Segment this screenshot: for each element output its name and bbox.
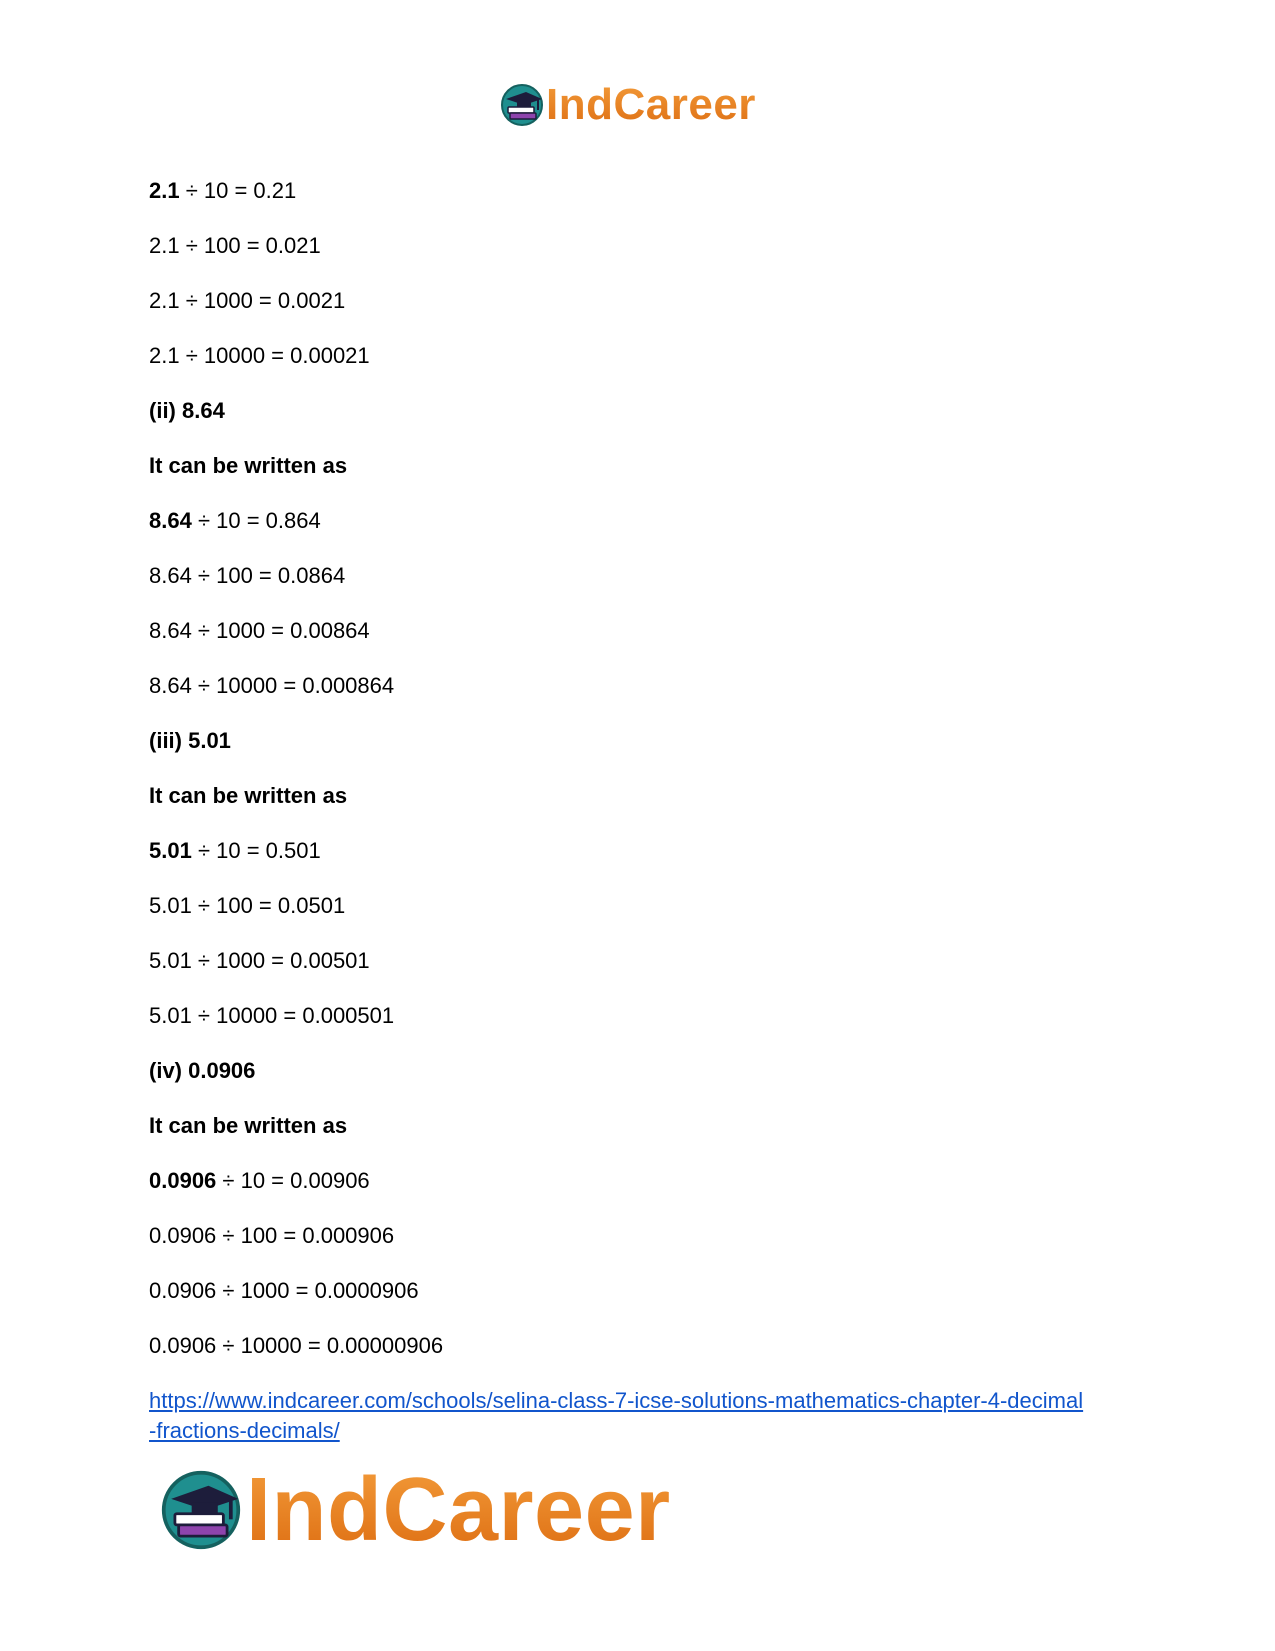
solution-line-text: 0.0906 ÷ 1000 = 0.0000906	[149, 1278, 419, 1303]
solution-line	[149, 723, 1149, 778]
solution-line-text: 5.01 ÷ 100 = 0.0501	[149, 893, 346, 918]
solution-line	[149, 1218, 1149, 1273]
solution-body	[149, 173, 1149, 1383]
solution-line-text: ÷ 10 = 0.21	[179, 178, 297, 203]
solution-line	[149, 393, 1149, 448]
solution-line-bold: It can be written as	[149, 453, 348, 478]
solution-line	[149, 1108, 1149, 1163]
solution-line-text: 0.0906 ÷ 10000 = 0.00000906	[149, 1333, 444, 1358]
solution-line	[149, 1163, 1149, 1218]
solution-line	[149, 558, 1149, 613]
solution-line-bold: 8.64	[149, 508, 192, 533]
solution-line	[149, 833, 1149, 888]
solution-line-text: 5.01 ÷ 1000 = 0.00501	[149, 948, 370, 973]
solution-line-text: 2.1 ÷ 100 = 0.021	[149, 233, 321, 258]
solution-line	[149, 613, 1149, 668]
solution-line-bold: 5.01	[149, 838, 192, 863]
solution-line-bold: (ii) 8.64	[149, 398, 225, 423]
source-link-line-2: -fractions-decimals/	[149, 1418, 340, 1443]
solution-line-text: 2.1 ÷ 10000 = 0.00021	[149, 343, 370, 368]
solution-line	[149, 998, 1149, 1053]
solution-line-text: 5.01 ÷ 10000 = 0.000501	[149, 1003, 395, 1028]
solution-line-text: ÷ 10 = 0.864	[191, 508, 321, 533]
solution-line-text: 8.64 ÷ 100 = 0.0864	[149, 563, 346, 588]
solution-line	[149, 943, 1149, 998]
solution-line-bold: (iv) 0.0906	[149, 1058, 256, 1083]
source-link-block	[149, 1386, 1149, 1446]
graduation-book-icon	[160, 1469, 242, 1551]
footer-logo	[160, 1460, 671, 1560]
solution-line	[149, 173, 1149, 228]
source-link[interactable]	[149, 1388, 1083, 1443]
solution-line-bold: 0.0906	[149, 1168, 217, 1193]
brand-wordmark-large: IndCareer	[246, 1460, 671, 1560]
solution-line-text: 2.1 ÷ 1000 = 0.0021	[149, 288, 346, 313]
solution-line-text: 0.0906 ÷ 100 = 0.000906	[149, 1223, 395, 1248]
solution-line	[149, 503, 1149, 558]
solution-line	[149, 668, 1149, 723]
solution-line	[149, 338, 1149, 393]
solution-line	[149, 1328, 1149, 1383]
solution-line-bold: (iii) 5.01	[149, 728, 231, 753]
solution-line	[149, 778, 1149, 833]
header-logo	[500, 80, 756, 130]
solution-line-bold: It can be written as	[149, 783, 348, 808]
solution-line	[149, 888, 1149, 943]
solution-line-text: ÷ 10 = 0.501	[191, 838, 321, 863]
solution-line	[149, 1273, 1149, 1328]
solution-line	[149, 448, 1149, 503]
solution-line-text: ÷ 10 = 0.00906	[216, 1168, 370, 1193]
solution-line	[149, 228, 1149, 283]
solution-line-bold: 2.1	[149, 178, 180, 203]
solution-line-text: 8.64 ÷ 10000 = 0.000864	[149, 673, 395, 698]
source-link-line-1: https://www.indcareer.com/schools/selina-class-7-icse-solutions-mathematics-chapter-4-decimal	[149, 1388, 1084, 1413]
brand-wordmark: IndCareer	[546, 80, 756, 129]
solution-line	[149, 283, 1149, 338]
solution-line-text: 8.64 ÷ 1000 = 0.00864	[149, 618, 370, 643]
graduation-book-icon	[500, 83, 544, 127]
solution-line-bold: It can be written as	[149, 1113, 348, 1138]
solution-line	[149, 1053, 1149, 1108]
